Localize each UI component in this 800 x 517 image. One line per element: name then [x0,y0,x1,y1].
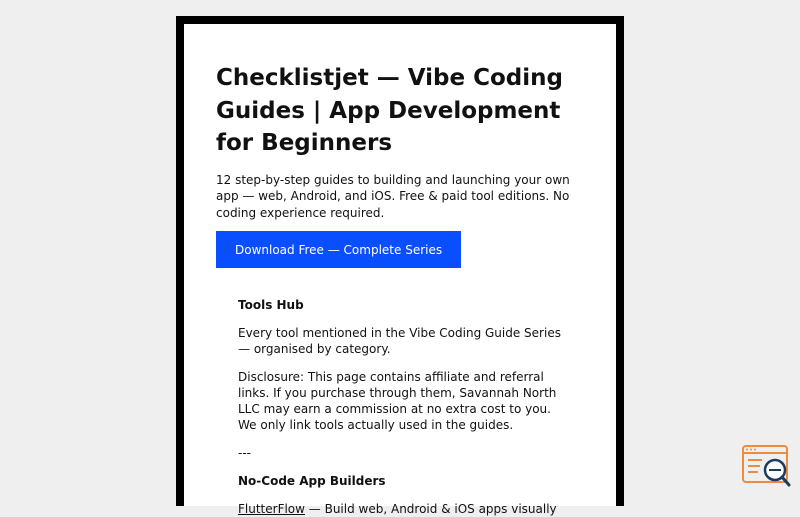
tools-hub-heading: Tools Hub [238,298,304,312]
affiliate-disclosure: Disclosure: This page contains affiliate and referral links. If you purchase through them, Savannah North LLC may earn a commission at no extra cost to you. We only link tools actually used in the guides. [238,370,557,432]
page-card-content [184,24,616,516]
flutterflow-link[interactable]: FlutterFlow [238,502,305,516]
tools-hub-content [216,268,584,517]
page-title: Checklistjet — Vibe Coding Guides | App Development for Beginners [216,65,563,156]
section-divider: --- [238,446,251,460]
tools-hub-intro: Every tool mentioned in the Vibe Coding Guide Series — organised by category. [238,326,561,356]
download-free-button[interactable]: Download Free — Complete Series [216,231,461,268]
no-code-app-builders-heading: No-Code App Builders [238,474,386,488]
search-analytics-logo-icon [742,444,792,490]
list-item [238,501,562,517]
page-subtitle: 12 step-by-step guides to building and launching your own app — web, Android, and iOS. Free & paid tool editions. No coding experience required. [216,172,570,220]
page-card [176,16,624,516]
flutterflow-description: — Build web, Android & iOS apps visually [304,502,557,516]
